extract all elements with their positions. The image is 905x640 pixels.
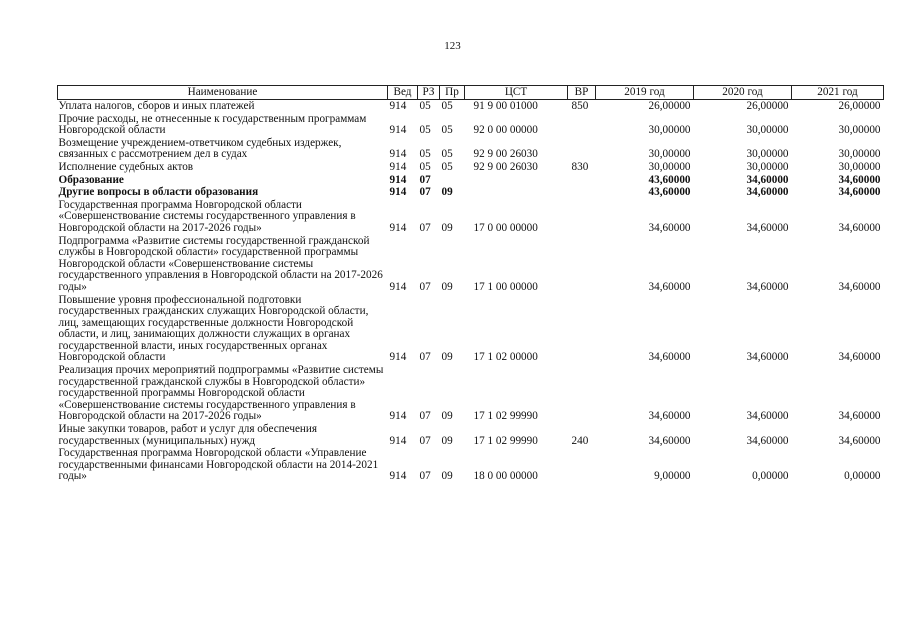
cell-ved: 914 (389, 280, 407, 293)
cell-vr (568, 113, 596, 137)
cell-rz: 07 (419, 173, 431, 186)
cell-rz: 07 (419, 221, 431, 234)
cell-cst: 17 1 02 99990 (473, 434, 538, 447)
cell-y2020: 34,60000 (746, 410, 789, 423)
table-row (58, 174, 884, 187)
table-row (58, 161, 884, 174)
cell-y2019: 34,60000 (648, 410, 691, 423)
cell-vr (568, 186, 596, 199)
cell-pr: 05 (441, 124, 453, 137)
cell-ved: 914 (389, 148, 407, 161)
cell-rz: 05 (419, 148, 431, 161)
cell-name: Исполнение судебных актов (58, 160, 194, 173)
table-row (58, 447, 884, 483)
cell-cst: 91 9 00 01000 (473, 100, 538, 112)
cell-y2020: 34,60000 (746, 221, 789, 234)
cell-ved: 914 (389, 410, 407, 423)
cell-y2019: 43,60000 (648, 186, 691, 199)
cell-y2019: 26,00000 (648, 100, 691, 112)
cell-y2021: 34,60000 (838, 186, 881, 199)
cell-y2019: 30,00000 (648, 148, 691, 161)
cell-y2019: 34,60000 (648, 351, 691, 364)
table-row (58, 294, 884, 365)
cell-y2020: 34,60000 (746, 351, 789, 364)
cell-rz: 07 (419, 186, 431, 199)
cell-name: Реализация прочих мероприятий подпрограммы «Развитие системы государственной гражданской службы в Новгородской области» государственной программы Новгородской области «Совершенствование системы государственного управления в Новгородской области на 2017-2026 годы» (58, 364, 384, 423)
cell-y2021: 34,60000 (838, 410, 881, 423)
cell-pr: 09 (441, 351, 453, 364)
cell-rz: 05 (419, 100, 431, 112)
cell-y2021: 34,60000 (838, 173, 881, 186)
cell-y2021: 0,00000 (844, 470, 881, 483)
cell-vr: 240 (571, 434, 589, 447)
header-ved: Вед (388, 86, 418, 100)
cell-rz: 07 (419, 434, 431, 447)
cell-name: Образование (58, 173, 124, 186)
cell-rz: 07 (419, 410, 431, 423)
cell-pr: 05 (441, 148, 453, 161)
cell-pr: 09 (441, 434, 453, 447)
table-row (58, 235, 884, 294)
cell-cst: 18 0 00 00000 (473, 470, 538, 483)
cell-name: Государственная программа Новгородской области «Совершенствование системы государственного управления в Новгородской области на 2017-2026 годы» (58, 198, 356, 234)
table-row (58, 199, 884, 235)
cell-y2020: 34,60000 (746, 280, 789, 293)
header-cst: ЦСТ (465, 86, 568, 100)
cell-y2020: 30,00000 (746, 124, 789, 137)
cell-pr: 09 (441, 221, 453, 234)
header-pr: Пр (440, 86, 465, 100)
cell-pr: 09 (441, 186, 453, 199)
cell-ved: 914 (389, 100, 407, 112)
header-2019: 2019 год (596, 86, 694, 100)
cell-name: Прочие расходы, не отнесенные к государственным программам Новгородской области (58, 112, 367, 137)
cell-ved: 914 (389, 434, 407, 447)
cell-cst: 17 1 00 00000 (473, 280, 538, 293)
cell-vr (568, 294, 596, 365)
cell-y2021: 34,60000 (838, 351, 881, 364)
cell-pr: 05 (441, 100, 453, 112)
cell-name: Подпрограмма «Развитие системы государственной гражданской службы в Новгородской области» государственной программы Новгородской области «Совершенствование системы государственного управления в Новгородской области на 2017-2026 годы» (58, 234, 383, 293)
cell-y2021: 30,00000 (838, 148, 881, 161)
cell-y2020: 34,60000 (746, 434, 789, 447)
cell-name: Другие вопросы в области образования (58, 186, 259, 199)
cell-cst: 92 9 00 26030 (473, 148, 538, 161)
cell-vr (568, 235, 596, 294)
cell-y2021: 34,60000 (838, 221, 881, 234)
header-rz: РЗ (418, 86, 440, 100)
header-name: Наименование (58, 86, 388, 100)
cell-y2021: 26,00000 (838, 100, 881, 112)
cell-vr: 850 (571, 100, 589, 112)
cell-cst: 17 1 02 00000 (473, 351, 538, 364)
cell-ved: 914 (389, 186, 407, 199)
cell-cst: 17 1 02 99990 (473, 410, 538, 423)
page-number: 123 (444, 40, 461, 52)
cell-pr: 05 (441, 160, 453, 173)
cell-y2020: 30,00000 (746, 148, 789, 161)
cell-y2019: 30,00000 (648, 124, 691, 137)
cell-cst (465, 186, 568, 199)
table-row (58, 423, 884, 447)
cell-ved: 914 (389, 160, 407, 173)
table-body (58, 100, 884, 484)
cell-ved: 914 (389, 470, 407, 483)
cell-pr (440, 174, 465, 187)
header-2020: 2020 год (694, 86, 792, 100)
cell-vr (568, 137, 596, 161)
cell-cst: 17 0 00 00000 (473, 221, 538, 234)
cell-pr: 09 (441, 470, 453, 483)
cell-pr: 09 (441, 410, 453, 423)
cell-vr: 830 (571, 160, 589, 173)
cell-name: Государственная программа Новгородской области «Управление государственными финансами Новгородской области на 2014-2021 годы» (58, 447, 379, 483)
cell-y2020: 26,00000 (746, 100, 789, 112)
cell-vr (568, 199, 596, 235)
cell-name: Возмещение учреждением-ответчиком судебных издержек, связанных с рассмотрением дел в судах (58, 136, 342, 161)
cell-y2019: 9,00000 (654, 470, 691, 483)
cell-rz: 05 (419, 160, 431, 173)
cell-vr (568, 447, 596, 483)
table-row (58, 137, 884, 161)
table-row (58, 364, 884, 423)
cell-rz: 05 (419, 124, 431, 137)
cell-y2020: 34,60000 (746, 186, 789, 199)
cell-y2019: 34,60000 (648, 434, 691, 447)
table-row (58, 113, 884, 137)
cell-y2021: 30,00000 (838, 124, 881, 137)
cell-rz: 07 (419, 280, 431, 293)
header-vr: ВР (568, 86, 596, 100)
table-row (58, 100, 884, 113)
cell-y2020: 34,60000 (746, 173, 789, 186)
cell-rz: 07 (419, 470, 431, 483)
cell-cst (465, 174, 568, 187)
cell-pr: 09 (441, 280, 453, 293)
cell-y2019: 34,60000 (648, 280, 691, 293)
budget-table (57, 85, 884, 483)
cell-ved: 914 (389, 173, 407, 186)
cell-vr (568, 174, 596, 187)
cell-ved: 914 (389, 351, 407, 364)
cell-name: Уплата налогов, сборов и иных платежей (58, 100, 255, 112)
cell-y2019: 30,00000 (648, 160, 691, 173)
cell-name: Повышение уровня профессиональной подготовки государственных гражданских служащих Новгородской области, лиц, замещающих государственные должности Новгородской области, и лиц, занимающих должности служащих в органах государственной власти, иных государственных органах Новгородской области (58, 293, 369, 364)
header-2021: 2021 год (792, 86, 884, 100)
cell-y2020: 0,00000 (752, 470, 789, 483)
cell-cst: 92 0 00 00000 (473, 124, 538, 137)
cell-y2019: 34,60000 (648, 221, 691, 234)
cell-cst: 92 9 00 26030 (473, 160, 538, 173)
cell-vr (568, 364, 596, 423)
cell-y2021: 34,60000 (838, 280, 881, 293)
cell-rz: 07 (419, 351, 431, 364)
table-header (58, 86, 884, 100)
cell-name: Иные закупки товаров, работ и услуг для обеспечения государственных (муниципальных) нужд (58, 423, 318, 447)
cell-y2021: 34,60000 (838, 434, 881, 447)
cell-y2019: 43,60000 (648, 173, 691, 186)
table-row (58, 186, 884, 199)
cell-ved: 914 (389, 124, 407, 137)
cell-y2020: 30,00000 (746, 160, 789, 173)
cell-y2021: 30,00000 (838, 160, 881, 173)
cell-ved: 914 (389, 221, 407, 234)
